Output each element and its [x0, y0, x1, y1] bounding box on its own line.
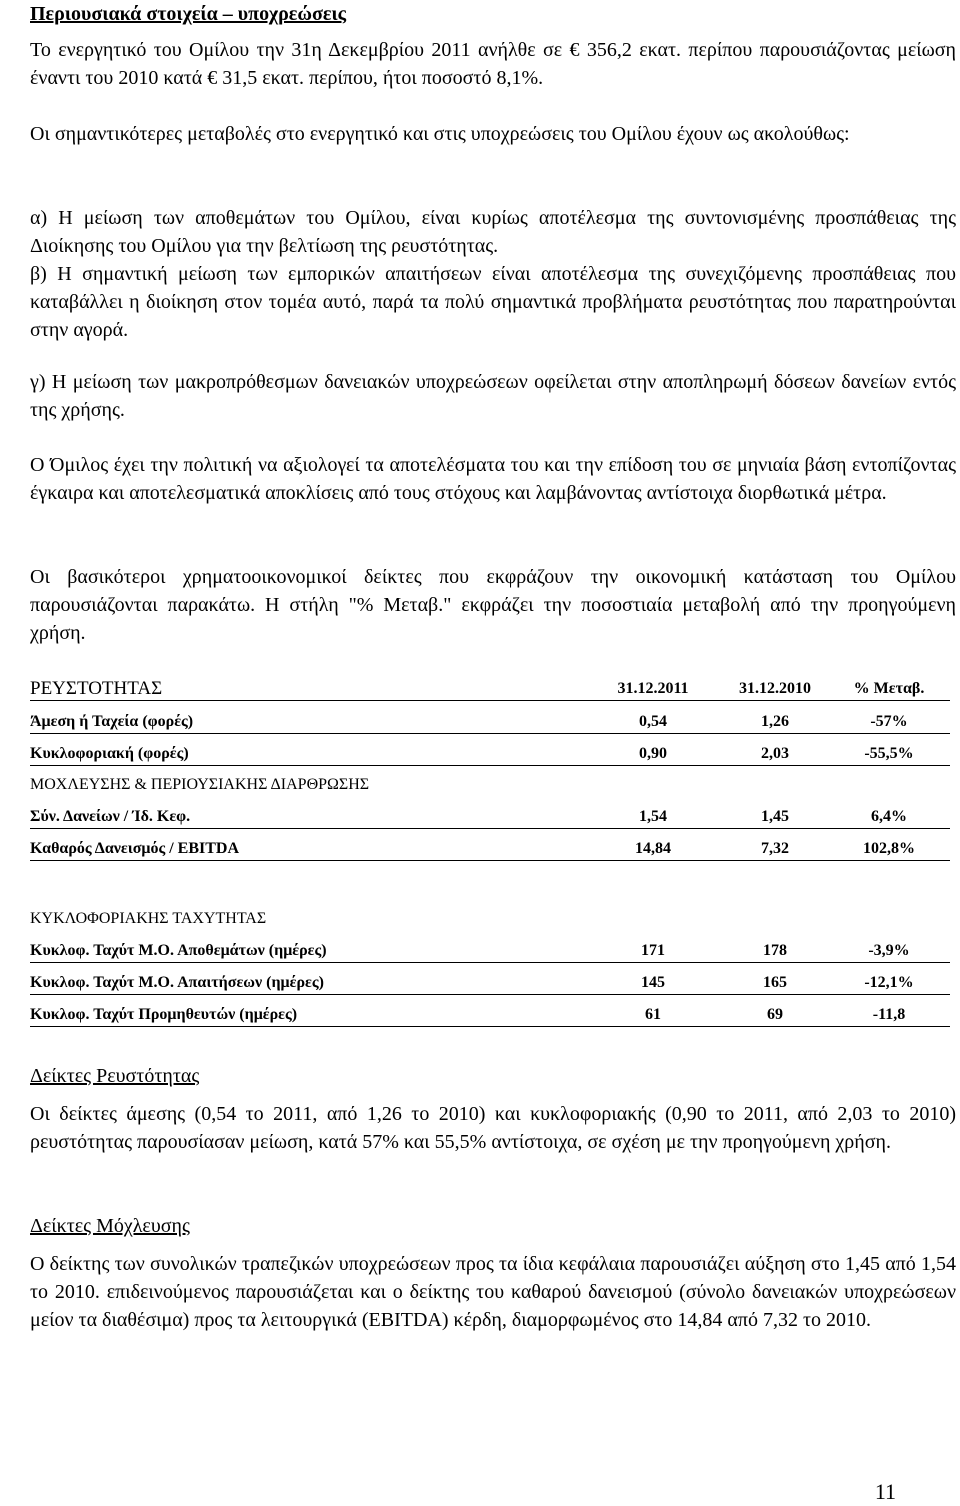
row-value-2010: 178	[763, 942, 787, 959]
paragraph-assets: Το ενεργητικό του Ομίλου την 31η Δεκεμβρίου 2011 ανήλθε σε € 356,2 εκατ. περίπου παρουσιάζοντας μείωση έναντι του 2010 κατά € 31,5 εκατ. περίπου, ήτοι ποσοστό 8,1%.	[30, 39, 956, 89]
row-value-2010: 7,32	[761, 840, 789, 857]
header-liquidity: ΡΕΥΣΤΟΤΗΤΑΣ	[30, 678, 163, 699]
row-change: -12,1%	[864, 974, 914, 991]
page-number: 11	[874, 1479, 896, 1504]
row-label: Κυκλοφ. Ταχύτ Προμηθευτών (ημέρες)	[30, 1006, 298, 1023]
header-2011: 31.12.2011	[617, 680, 689, 697]
paragraph-policy: Ο Όμιλος έχει την πολιτική να αξιολογεί τα αποτελέσματα του και την επίδοση του σε μηνιαία βάση εντοπίζοντας έγκαιρα και αποτελεσματικά αποκλίσεις από τους στόχους και λαμβάνοντας αντίστοιχα διορθωτικά μέτρα.	[30, 454, 956, 504]
row-value-2010: 1,45	[761, 808, 789, 825]
row-value-2010: 1,26	[761, 713, 789, 730]
table-row	[30, 743, 950, 766]
row-value-2011: 61	[645, 1006, 661, 1023]
row-value-2011: 1,54	[639, 808, 667, 825]
table-section-row	[30, 908, 950, 930]
paragraph-inventory: α) Η μείωση των αποθεμάτων του Ομίλου, είναι κυρίως αποτέλεσμα της συντονισμένης προσπάθειας της Διοίκησης του Ομίλου για την βελτίωση της ρευστότητας.	[30, 207, 956, 257]
row-change: -55,5%	[864, 745, 914, 762]
paragraph-changes-intro: Οι σημαντικότερες μεταβολές στο ενεργητικό και στις υποχρεώσεις του Ομίλου έχουν ως ακολούθως:	[30, 123, 850, 145]
section-leverage-label: ΜΟΧΛΕΥΣΗΣ & ΠΕΡΙΟΥΣΙΑΚΗΣ ΔΙΑΡΘΡΩΣΗΣ	[30, 776, 370, 793]
row-change: -57%	[870, 713, 908, 730]
table-row	[30, 1004, 950, 1027]
row-change: -3,9%	[868, 942, 910, 959]
header-change: % Μεταβ.	[853, 680, 925, 697]
row-label: Καθαρός Δανεισμός / EBITDA	[30, 840, 240, 857]
leverage-section-text: Ο δείκτης των συνολικών τραπεζικών υποχρεώσεων προς τα ίδια κεφάλαια παρουσιάζει αύξηση στο 1,45 από 1,54 το 2010. επιδεινούμενος παρουσιάζεται και ο δείκτης του καθαρού δανεισμού (σύνολο δανειακών υποχρεώσεων μείον τα διαθέσιμα) προς τα λειτουργικά (EBITDA) κέρδη, διαμορφωμένος στο 14,84 από 7,32 το 2010.	[30, 1253, 956, 1331]
row-change: 6,4%	[871, 808, 907, 825]
row-label: Άμεση ή Ταχεία (φορές)	[30, 713, 194, 730]
row-change: -11,8	[872, 1006, 906, 1023]
paragraph-loans: γ) Η μείωση των μακροπρόθεσμων δανειακών υποχρεώσεων οφείλεται στην αποπληρωμή δόσεων δανείων εντός της χρήσης.	[30, 371, 956, 421]
row-label: Σύν. Δανείων / Ίδ. Κεφ.	[30, 808, 191, 825]
table-row	[30, 711, 950, 734]
row-value-2010: 69	[767, 1006, 783, 1023]
table-row	[30, 838, 950, 861]
paragraph-receivables: β) Η σημαντική μείωση των εμπορικών απαιτήσεων είναι αποτέλεσμα της συνεχιζόμενης προσπάθειας που καταβάλλει η διοίκηση στον τομέα αυτό, παρά τα πολύ σημαντικά προβλήματα ρευστότητας που παρατηρούνται στην αγορά.	[30, 263, 956, 341]
section-heading: Περιουσιακά στοιχεία – υποχρεώσεις	[30, 3, 347, 25]
row-value-2011: 14,84	[635, 840, 671, 857]
row-value-2011: 0,90	[639, 745, 667, 762]
row-label: Κυκλοφ. Ταχύτ Μ.Ο. Αποθεμάτων (ημέρες)	[30, 942, 327, 959]
leverage-section-title: Δείκτες Μόχλευσης	[30, 1215, 190, 1237]
row-label: Κυκλοφοριακή (φορές)	[30, 745, 189, 762]
table-row	[30, 940, 950, 963]
row-label: Κυκλοφ. Ταχύτ Μ.Ο. Απαιτήσεων (ημέρες)	[30, 974, 324, 991]
row-value-2010: 2,03	[761, 745, 789, 762]
table-section-row	[30, 774, 950, 796]
liquidity-section-text: Οι δείκτες άμεσης (0,54 το 2011, από 1,26 το 2010) και κυκλοφοριακής (0,90 το 2011, από 2,03 το 2010) ρευστότητας παρουσίασαν μείωση, κατά 57% και 55,5% αντίστοιχα, σε σχέση με την προηγούμενη χρήση.	[30, 1103, 956, 1153]
paragraph-indicators-intro: Οι βασικότεροι χρηματοοικονομικοί δείκτες που εκφράζουν την οικονομική κατάσταση του Ομίλου παρουσιάζονται παρακάτω. Η στήλη "% Μεταβ." εκφράζει την ποσοστιαία μεταβολή από την προηγούμενη χρήση.	[30, 566, 956, 644]
row-value-2010: 165	[763, 974, 787, 991]
table-row	[30, 972, 950, 995]
table-header-row	[30, 678, 950, 701]
table-row	[30, 806, 950, 829]
row-change: 102,8%	[863, 840, 915, 857]
section-turnover-label: ΚΥΚΛΟΦΟΡΙΑΚΗΣ ΤΑΧΥΤΗΤΑΣ	[30, 910, 267, 927]
row-value-2011: 0,54	[639, 713, 667, 730]
row-value-2011: 171	[641, 942, 665, 959]
liquidity-section-title: Δείκτες Ρευστότητας	[30, 1065, 200, 1087]
row-value-2011: 145	[641, 974, 665, 991]
header-2010: 31.12.2010	[739, 680, 811, 697]
